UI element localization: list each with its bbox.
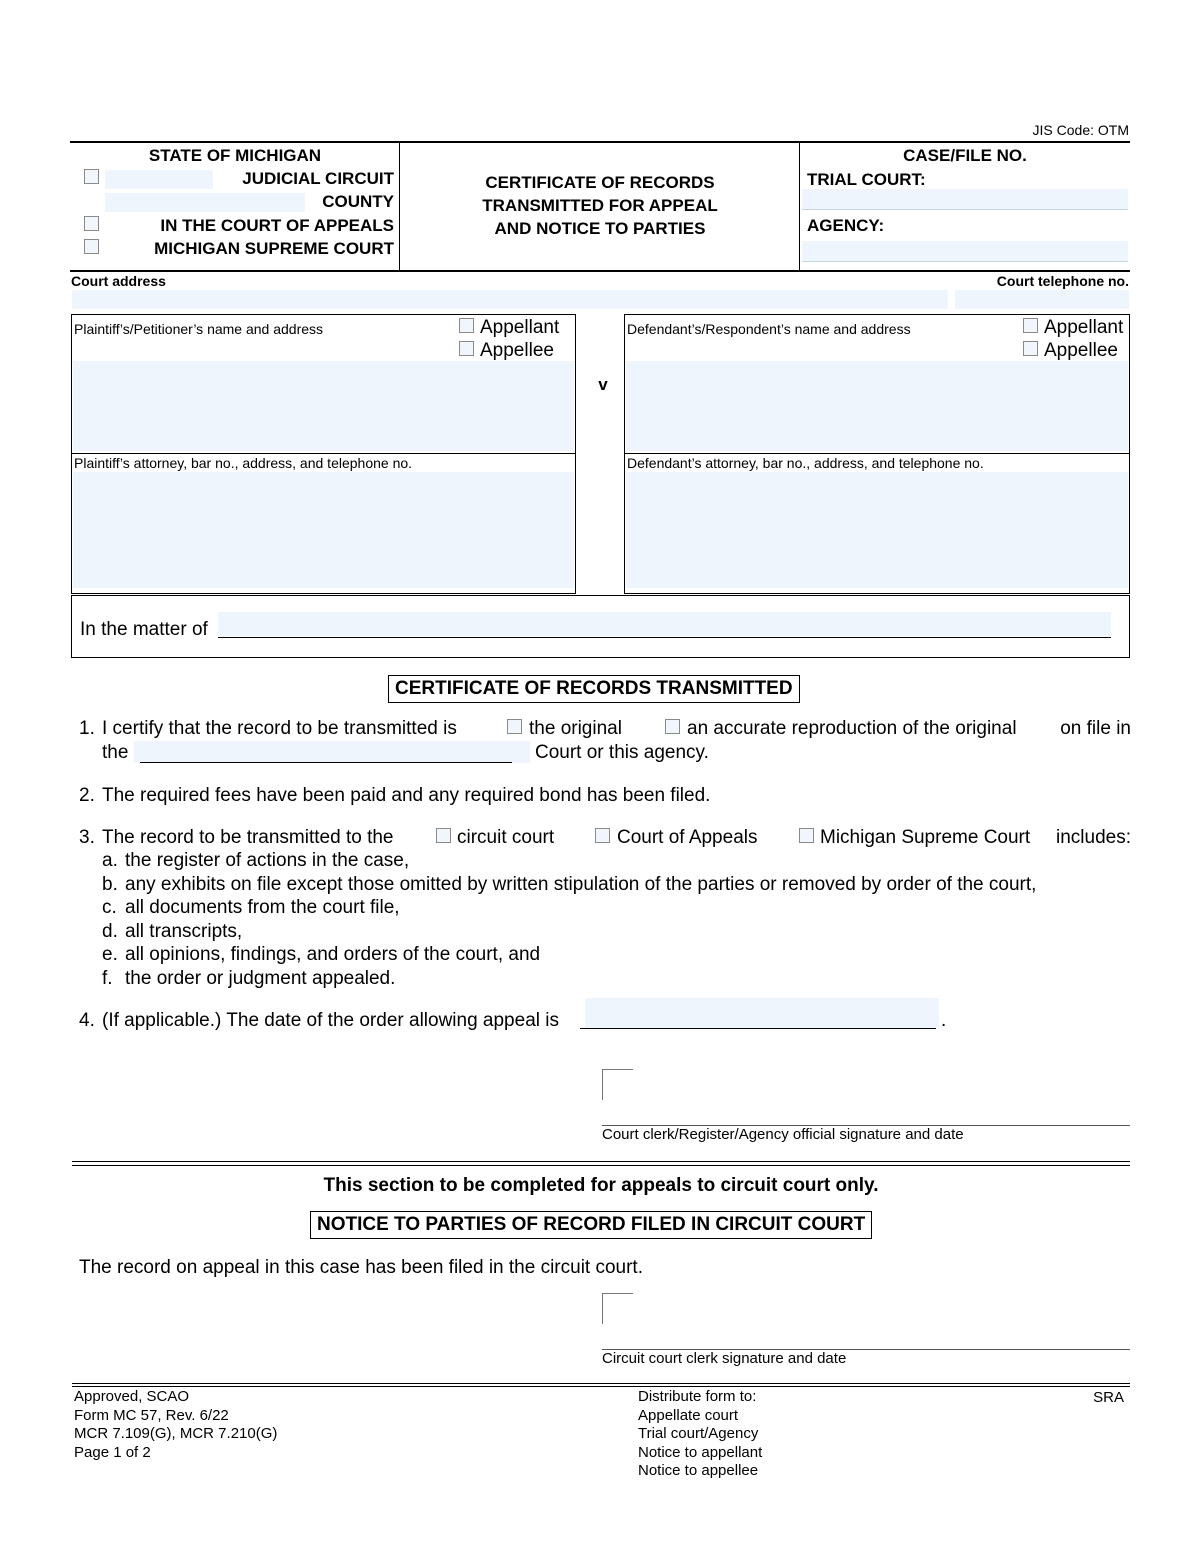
- circuit-court-checkbox[interactable]: [436, 828, 451, 843]
- circuit-clerk-signature-field[interactable]: [602, 1293, 633, 1324]
- circuit-court-label: circuit court: [457, 827, 555, 848]
- subitem-list: [102, 850, 1036, 991]
- subitem-text: the register of actions in the case,: [125, 850, 410, 871]
- subitem-f: [102, 968, 1036, 992]
- item-3-text: The record to be transmitted to the: [102, 827, 394, 848]
- versus-label: v: [598, 375, 608, 394]
- item-1-text: I certify that the record to be transmitted is: [102, 718, 457, 739]
- supreme-court-option-label: Michigan Supreme Court: [820, 827, 1031, 848]
- subitem-c: [102, 897, 1036, 921]
- state-of-michigan: STATE OF MICHIGAN: [148, 146, 322, 165]
- section-double-rule: [72, 1161, 1130, 1166]
- circuit-section-note: This section to be completed for appeals to circuit court only.: [323, 1175, 879, 1196]
- form-code: SRA: [1093, 1389, 1124, 1406]
- circuit-clerk-signature-label: Circuit court clerk signature and date: [602, 1350, 847, 1367]
- subitem-letter: c.: [102, 897, 117, 918]
- supreme-court-option-checkbox[interactable]: [799, 828, 814, 843]
- footer-double-rule: [72, 1383, 1130, 1387]
- distribution-item: Notice to appellee: [638, 1462, 759, 1479]
- form-title-line-3: AND NOTICE TO PARTIES: [494, 219, 706, 238]
- plaintiff-appellee-label: Appellee: [480, 340, 554, 361]
- court-name-field[interactable]: [134, 741, 530, 763]
- item-2-number: 2.: [79, 785, 95, 806]
- plaintiff-name-label: Plaintiff’s/Petitioner’s name and address: [74, 321, 324, 337]
- reproduction-label: an accurate reproduction of the original: [687, 718, 1017, 739]
- county-name-field[interactable]: [105, 193, 305, 212]
- court-of-appeals-option-label: Court of Appeals: [617, 827, 758, 848]
- distribution-list: [638, 1388, 762, 1481]
- county-label: COUNTY: [322, 192, 394, 211]
- form-title-line-1: CERTIFICATE OF RECORDS: [485, 173, 715, 192]
- circuit-number-field[interactable]: [105, 170, 213, 189]
- notice-heading: NOTICE TO PARTIES OF RECORD FILED IN CIRCUIT COURT: [310, 1211, 872, 1239]
- original-checkbox[interactable]: [507, 719, 522, 734]
- footer-approved: Approved, SCAO: [74, 1388, 190, 1405]
- plaintiff-appellant-label: Appellant: [480, 317, 560, 338]
- item-2-text: The required fees have been paid and any required bond has been filed.: [102, 785, 711, 806]
- footer-court-rules: MCR 7.109(G), MCR 7.210(G): [74, 1425, 278, 1442]
- reproduction-checkbox[interactable]: [665, 719, 680, 734]
- plaintiff-attorney-field[interactable]: [73, 472, 574, 588]
- judicial-circuit-label: JUDICIAL CIRCUIT: [242, 169, 394, 188]
- matter-underline: [218, 637, 1111, 638]
- item-4-text: (If applicable.) The date of the order allowing appeal is: [102, 1010, 559, 1031]
- distribution-item: Notice to appellant: [638, 1443, 763, 1461]
- court-name-underline: [140, 762, 512, 763]
- trial-court-field[interactable]: [802, 189, 1128, 210]
- subitem-letter: d.: [102, 920, 118, 942]
- subitem-text: the order or judgment appealed.: [125, 967, 396, 989]
- distribution-title: Distribute form to:: [638, 1388, 757, 1405]
- subitem-letter: f.: [102, 967, 113, 989]
- footer-page-number: Page 1 of 2: [74, 1443, 151, 1461]
- form-title: [400, 171, 800, 240]
- defendant-box-divider: [624, 453, 1130, 454]
- subitem-letter: a.: [102, 850, 118, 871]
- subitem-text: all opinions, findings, and orders of the court, and: [125, 944, 541, 965]
- subitem-text: any exhibits on file except those omitted by written stipulation of the parties or removed by order of the court,: [125, 873, 1037, 895]
- includes-label: includes:: [1056, 827, 1131, 848]
- distribution-item: Appellate court: [638, 1406, 739, 1424]
- plaintiff-box-divider: [71, 453, 576, 454]
- item-3-number: 3.: [79, 827, 95, 848]
- agency-field[interactable]: [802, 241, 1128, 262]
- certificate-heading: CERTIFICATE OF RECORDS TRANSMITTED: [388, 675, 800, 703]
- defendant-name-field[interactable]: [626, 361, 1128, 451]
- judicial-circuit-checkbox[interactable]: [84, 169, 99, 184]
- court-address-label: Court address: [71, 273, 166, 289]
- court-agency-label: Court or this agency.: [535, 742, 709, 763]
- item-1-number: 1.: [79, 718, 95, 739]
- defendant-appellee-label: Appellee: [1044, 340, 1118, 361]
- jis-code: JIS Code: OTM: [1032, 122, 1129, 138]
- court-of-appeals-label: IN THE COURT OF APPEALS: [160, 216, 394, 235]
- item-4-number: 4.: [79, 1010, 95, 1031]
- court-telephone-label: Court telephone no.: [996, 273, 1129, 289]
- clerk-signature-label: Court clerk/Register/Agency official signature and date: [602, 1126, 964, 1143]
- defendant-appellee-checkbox[interactable]: [1023, 341, 1038, 356]
- item-1-the: the: [102, 742, 129, 763]
- court-of-appeals-checkbox[interactable]: [84, 216, 99, 231]
- case-file-label: CASE/FILE NO.: [903, 146, 1027, 165]
- agency-label: AGENCY:: [807, 216, 885, 235]
- subitem-letter: e.: [102, 944, 118, 965]
- subitem-a: [102, 850, 1036, 874]
- subitem-text: all transcripts,: [125, 920, 243, 942]
- plaintiff-appellee-checkbox[interactable]: [459, 341, 474, 356]
- order-date-underline: [580, 1028, 936, 1029]
- defendant-appellant-checkbox[interactable]: [1023, 318, 1038, 333]
- supreme-court-label: MICHIGAN SUPREME COURT: [154, 239, 394, 258]
- item-4-period: .: [941, 1010, 947, 1031]
- clerk-signature-field[interactable]: [602, 1069, 633, 1100]
- distribution-item: Trial court/Agency: [638, 1425, 759, 1442]
- court-address-field[interactable]: [72, 290, 948, 309]
- plaintiff-attorney-label: Plaintiff’s attorney, bar no., address, and telephone no.: [74, 455, 413, 471]
- notice-text: The record on appeal in this case has been filed in the circuit court.: [79, 1257, 643, 1278]
- defendant-attorney-field[interactable]: [626, 472, 1128, 588]
- supreme-court-checkbox[interactable]: [84, 239, 99, 254]
- subitem-text: all documents from the court file,: [125, 897, 400, 918]
- order-date-field[interactable]: [585, 998, 939, 1028]
- subitem-d: [102, 921, 1036, 945]
- trial-court-label: TRIAL COURT:: [807, 170, 926, 189]
- form-title-line-2: TRANSMITTED FOR APPEAL: [482, 196, 718, 215]
- matter-field[interactable]: [218, 612, 1111, 636]
- plaintiff-name-field[interactable]: [73, 361, 574, 451]
- subitem-letter: b.: [102, 873, 118, 895]
- on-file-label: on file in: [1060, 718, 1131, 739]
- original-label: the original: [529, 718, 622, 739]
- plaintiff-appellant-checkbox[interactable]: [459, 318, 474, 333]
- footer-form-info: [74, 1388, 277, 1462]
- matter-label: In the matter of: [80, 619, 208, 640]
- subitem-b: [102, 874, 1036, 898]
- footer-form-number: Form MC 57, Rev. 6/22: [74, 1406, 229, 1424]
- subitem-e: [102, 944, 1036, 968]
- court-telephone-field[interactable]: [955, 290, 1129, 309]
- defendant-appellant-label: Appellant: [1044, 317, 1124, 338]
- defendant-attorney-label: Defendant’s attorney, bar no., address, and telephone no.: [627, 455, 984, 471]
- defendant-name-label: Defendant’s/Respondent’s name and address: [627, 321, 911, 337]
- header-bottom-rule: [70, 270, 1130, 272]
- court-of-appeals-option-checkbox[interactable]: [595, 828, 610, 843]
- header-top-rule: [70, 141, 1130, 143]
